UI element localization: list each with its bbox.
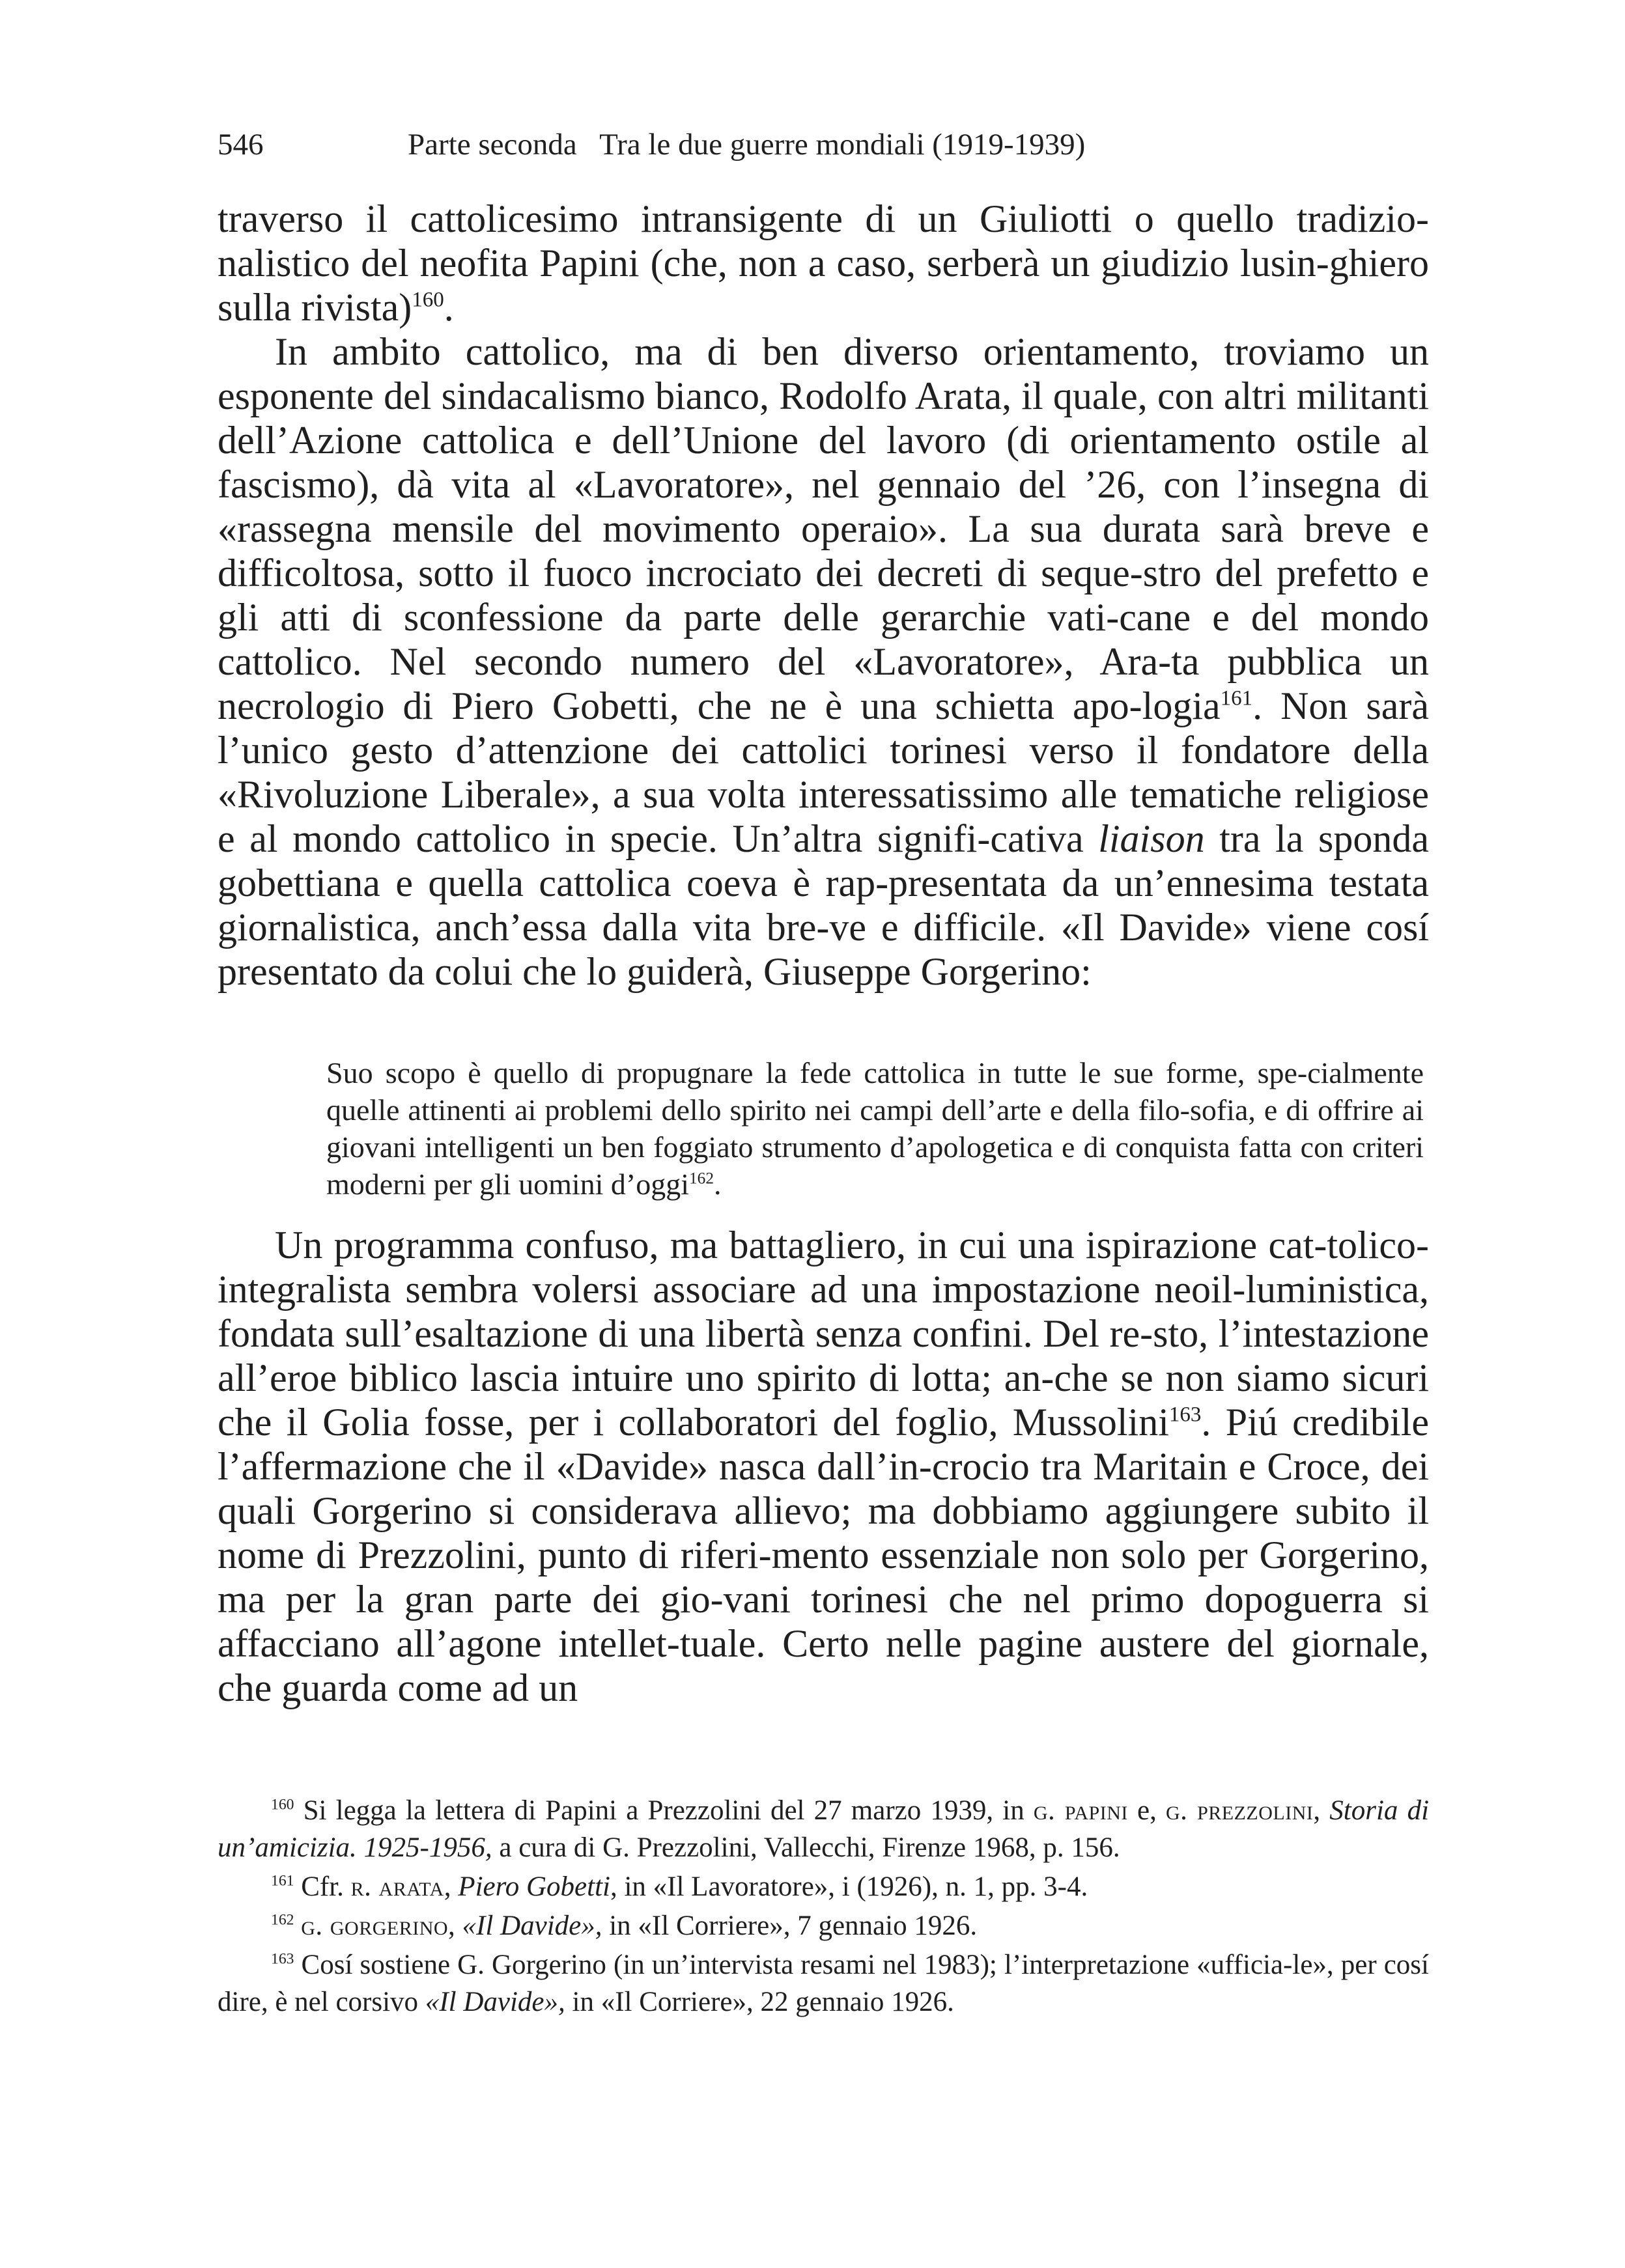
footnote-text: ,: [1313, 1795, 1330, 1826]
footnote-text: e,: [1127, 1795, 1166, 1826]
paragraph-3: Un programma confuso, ma battagliero, in cui una ispirazione cat-tolico-integralista sembra volersi associare ad una impostazione neoil-luministica, fondata sull’esaltazione di una libertà senza confini. Del re-sto, l’intestazione all’eroe biblico lascia intuire uno spirito di lotta; an-che se non siamo sicuri che il Golia fosse, per i collaboratori del foglio, Mussolini$^{163}$. Piú credibile l’affermazione che il «Davide» nasca dall’in-crocio tra Maritain e Croce, dei quali Gorgerino si considerava allievo; ma dobbiamo aggiungere subito il nome di Prezzolini, punto di riferi-mento essenziale non solo per Gorgerino, ma per la gran parte dei gio-vani torinesi che nel primo dopoguerra si affacciano all’agone intellet-tuale. Certo nelle pagine austere del giornale, che guarda come ad un: [218, 1224, 1429, 1709]
footnote-162: [218, 1907, 1429, 1944]
main-text-upper: [218, 197, 1429, 994]
footnotes-section: [218, 1792, 1429, 2023]
footnote-ref-160[interactable]: 160: [412, 288, 444, 312]
footnote-number: 161: [271, 1872, 294, 1890]
footnote-number: 163: [271, 1950, 294, 1968]
footnote-text: , in «Il Lavoratore», i (1926), n. 1, pp. 3-4.: [610, 1871, 1088, 1902]
running-head: Parte seconda Tra le due guerre mondiali (1919-1939): [408, 128, 1086, 161]
footnote-ref-161[interactable]: 161: [1220, 686, 1253, 710]
footnote-text: «Il Davide»,: [462, 1911, 602, 1941]
footnote-text: in «Il Corriere», 22 gennaio 1926.: [565, 1987, 954, 2017]
block-quote: Suo scopo è quello di propugnare la fede cattolica in tutte le sue forme, spe-cialmente quelle attinenti ai problemi dello spirito nei campi dell’arte e della filo-sofia, e di offrire ai giovani intelligenti un ben foggiato strumento d’apologetica e di conquista fatta con criteri moderni per gli uomini d’oggi$^{162}$.: [326, 1056, 1424, 1201]
footnote-text: in «Il Corriere», 7 gennaio 1926.: [602, 1911, 978, 1941]
footnote-text: g. papini: [1033, 1795, 1128, 1826]
footnote-text: Piero Gobetti: [458, 1871, 610, 1902]
italic-term: liaison: [1098, 817, 1205, 860]
footnote-text: r. arata: [350, 1871, 444, 1902]
footnote-number: 162: [271, 1911, 294, 1929]
main-text-lower: [218, 1223, 1429, 1710]
paragraph-2: In ambito cattolico, ma di ben diverso orientamento, troviamo un esponente del sindacalismo bianco, Rodolfo Arata, il quale, con altri militanti dell’Azione cattolica e dell’Unione del lavoro (di orientamento ostile al fascismo), dà vita al «Lavoratore», nel gennaio del ’26, con l’insegna di «rassegna mensile del movimento operaio». La sua durata sarà breve e difficoltosa, sotto il fuoco incrociato dei decreti di seque-stro del prefetto e gli atti di sconfessione da parte delle gerarchie vati-cane e del mondo cattolico. Nel secondo numero del «Lavoratore», Ara-ta pubblica un necrologio di Piero Gobetti, che ne è una schietta apo-logia$^{161}$. Non sarà l’unico gesto d’attenzione dei cattolici torinesi verso il fondatore della «Rivoluzione Liberale», a sua volta interessatissimo alle tematiche religiose e al mondo cattolico in specie. Un’altra signifi-cativa liaison tra la sponda gobettiana e quella cattolica coeva è rap-presentata da un’ennesima testata giornalistica, anch’essa dalla vita bre-ve e difficile. «Il Davide» viene cosí presentato da colui che lo guiderà, Giuseppe Gorgerino:: [218, 330, 1429, 993]
page-number: 546: [218, 128, 264, 161]
footnote-text: ,: [448, 1911, 462, 1941]
paragraph-1: traverso il cattolicesimo intransigente di un Giuliotti o quello tradizio-nalistico del neofita Papini (che, non a caso, serberà un giudizio lusin-ghiero sulla rivista)$^{160}$.: [218, 197, 1429, 329]
footnote-text: «Il Davide»,: [425, 1987, 565, 2017]
footnote-text: Cfr.: [294, 1871, 351, 1902]
footnote-160: [218, 1792, 1429, 1866]
footnote-text: a cura di G. Prezzolini, Vallecchi, Firenze 1968, p. 156.: [492, 1832, 1120, 1863]
footnote-text: Si legga la lettera di Papini a Prezzolini del 27 marzo 1939, in: [294, 1795, 1034, 1826]
footnote-text: [294, 1911, 301, 1941]
footnote-ref-162[interactable]: 162: [689, 1169, 714, 1188]
footnote-text: ,: [444, 1871, 459, 1902]
footnote-ref-163[interactable]: 163: [1168, 1403, 1202, 1427]
footnote-161: [218, 1868, 1429, 1905]
footnote-163: [218, 1946, 1429, 2021]
footnote-text: Storia di un’amicizia. 1925-1956,: [218, 1795, 1430, 1863]
footnote-text: Cosí sostiene G. Gorgerino (in un’intervista resami nel 1983); l’interpretazione «ufficia-le», per cosí dire, è nel corsivo: [218, 1950, 1429, 2017]
footnote-number: 160: [271, 1796, 294, 1813]
page-header: [218, 125, 1429, 164]
footnote-text: g. prezzolini: [1166, 1795, 1314, 1826]
footnote-text: g. gorgerino: [301, 1911, 449, 1941]
